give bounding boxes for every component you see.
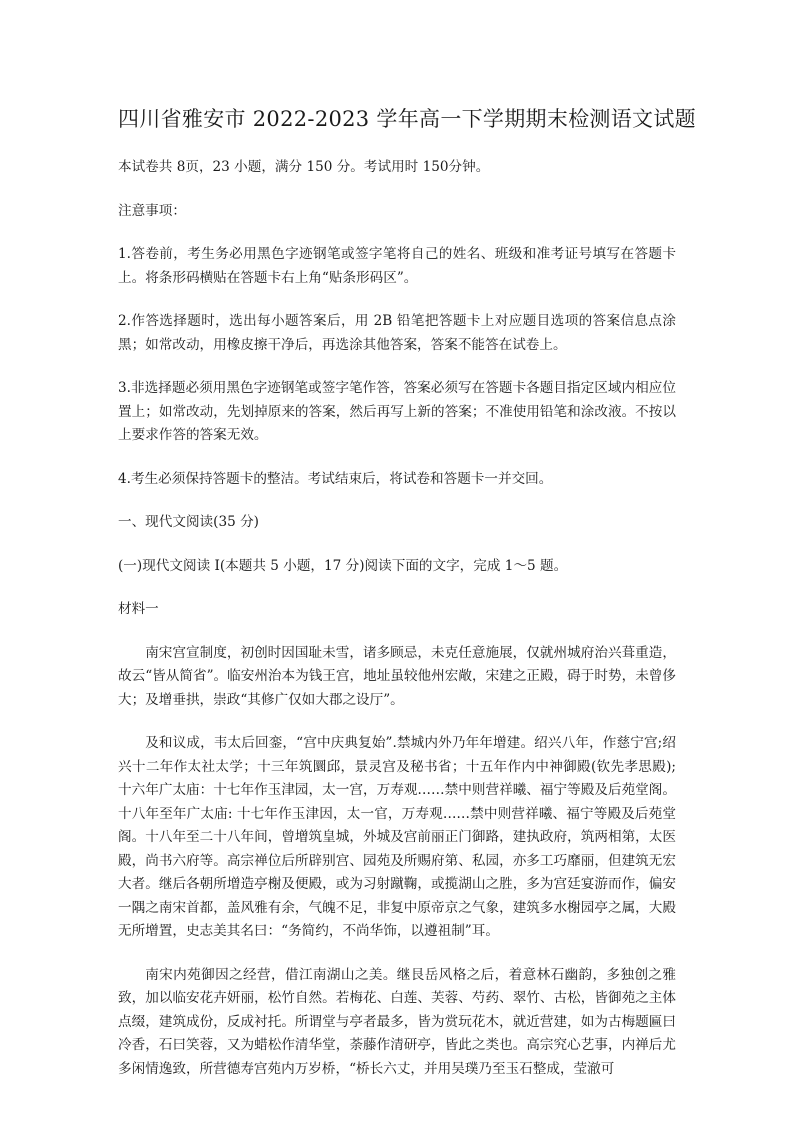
subsection-heading: (一)现代文阅读 I(本题共 5 小题，17 分)阅读下面的文字，完成 1～5 题。 xyxy=(118,557,568,574)
body-paragraph: 南宋宫宣制度，初创时因国耻未雪，诸多顾忌，未克任意施展，仅就州城府治兴葺重造，故云“皆从简省”。临安州治本为钱王宫，地址虽较他州宏敞，宋建之正殿，碍于时势，未曾侈大；及增垂拱，崇政“其修广仅如大郡之设厅”。 xyxy=(118,644,676,708)
notice-item: 2.作答选择题时，选出每小题答案后，用 2B 铅笔把答题卡上对应题目选项的答案信息点涂黑；如常改动，用橡皮擦干净后，再选涂其他答案，答案不能答在试卷上。 xyxy=(118,313,676,353)
notice-item: 1.答卷前，考生务必用黑色字迹钢笔或签字笔将自己的姓名、班级和准考证号填写在答题卡上。将条形码横贴在答题卡右上角“贴条形码区”。 xyxy=(118,246,676,286)
body-paragraph: 及和议成，韦太后回銮，“宫中庆典复始”.禁城内外乃年年增建。绍兴八年，作慈宁宫;绍兴十二年作太社太学；十三年筑圜邱，景灵宫及秘书省；十五年作内中神御殿(钦先孝思殿);十六年广太庙：十七年作玉津园，太一宫，万寿观……禁中则营祥曦、福宁等殿及后苑堂阁。十八年至年广太庙: 十七年作玉津因，太一官，万寿观……禁中则营祥曦、福宁等殿及后苑堂阁。十八年至二十八年间，曾增筑皇城，外城及宫前丽正门御路，建执政府，筑两相第，太医殿，尚书六府等。高宗禅位后所辟别宫、园苑及所赐府第、私园，亦多工巧靡丽，但建筑无宏大者。继后各朝所增造亭榭及便殿，或为习射蹴鞠，或揽湖山之胜，多为宫廷宴游而作，偏安一隅之南宋首都，盖风雅有余，气魄不足，非复中原帝京之气象，建筑多水榭园亭之属，大殿无所增置，史志美其名曰：“务简约，不尚华饰，以遵祖制”耳。 xyxy=(118,735,676,939)
material-label: 材料一 xyxy=(118,601,159,617)
document-title: 四川省雅安市 2022-2023 学年高一下学期期末检测语文试题 xyxy=(118,107,696,131)
notice-item: 4.考生必须保持答题卡的整洁。考试结束后，将试卷和答题卡一并交回。 xyxy=(118,470,553,487)
section-heading: 一、现代文阅读(35 分) xyxy=(118,514,259,530)
body-paragraph: 南宋内苑御因之经营，借江南湖山之美。继艮岳风格之后，着意林石幽韵，多独创之雅致，加以临安花卉妍丽，松竹自然。若梅花、白莲、芙蓉、芍药、翠竹、古松，皆御苑之主体点缀，建筑成份，反成衬托。所谓堂与亭者最多，皆为赏玩花木，就近营建，如为古梅题匾曰冷香，石曰笑蓉，又为蜡松作清华堂，荼藤作清研亭，皆此之类也。高宗究心艺事，内禅后尤多闲情逸致，所营德寿宫苑内万岁桥，“桥长六丈，并用吴璞乃至玉石整成，莹澈可 xyxy=(118,966,676,1077)
notice-heading: 注意事项： xyxy=(118,202,186,219)
notice-item: 3.非选择题必须用黑色字迹钢笔或签字笔作答，答案必须写在答题卡各题目指定区域内相应位置上；如常改动，先划掉原来的答案，然后再写上新的答案；不准使用铅笔和涂改液。不按以上要求作答的答案无效。 xyxy=(118,380,676,443)
exam-intro: 本试卷共 8页，23 小题，满分 150 分。考试用时 150分钟。 xyxy=(118,159,490,175)
